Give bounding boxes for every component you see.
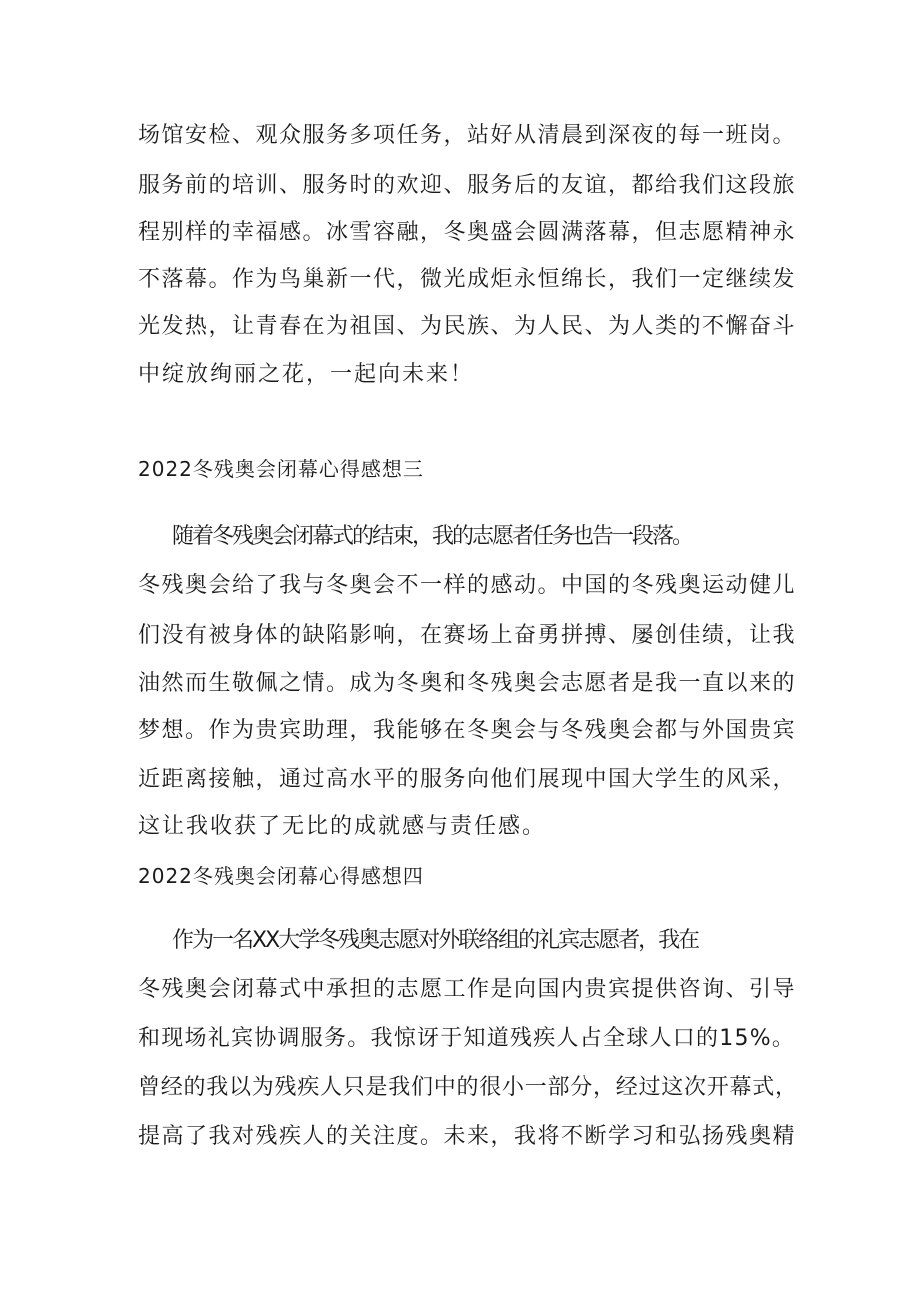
section-heading-four: 2022冬残奥会闭幕心得感想四: [138, 864, 424, 888]
paragraph-line: 随着冬残奥会闭幕式的结束，我的志愿者任务也告一段落。: [172, 524, 693, 549]
section-heading-three: 2022冬残奥会闭幕心得感想三: [138, 457, 424, 481]
paragraph-line: 和现场礼宾协调服务。我惊讶于知道残疾人占全球人口的15%。: [138, 1026, 796, 1051]
paragraph-line: 不落幕。作为鸟巢新一代，微光成炬永恒绵长，我们一定继续发: [138, 267, 797, 292]
paragraph-line: 作为一名XX大学冬残奥志愿对外联络组的礼宾志愿者，我在: [172, 928, 699, 953]
paragraph-line: 梦想。作为贵宾助理，我能够在冬奥会与冬残奥会都与外国贵宾: [138, 718, 797, 743]
paragraph-line: 程别样的幸福感。冰雪容融，冬奥盛会圆满落幕，但志愿精神永: [138, 220, 797, 245]
paragraph-line: 场馆安检、观众服务多项任务，站好从清晨到深夜的每一班岗。: [138, 123, 797, 148]
paragraph-line: 光发热，让青春在为祖国、为民族、为人民、为人类的不懈奋斗: [138, 314, 797, 339]
paragraph-line: 冬残奥会给了我与冬奥会不一样的感动。中国的冬残奥运动健儿: [138, 573, 797, 598]
paragraph-line: 这让我收获了无比的成就感与责任感。: [138, 814, 547, 839]
paragraph-line: 近距离接触，通过高水平的服务向他们展现中国大学生的风采，: [138, 767, 797, 792]
paragraph-line: 服务前的培训、服务时的欢迎、服务后的友谊，都给我们这段旅: [138, 173, 797, 198]
paragraph-line: 油然而生敬佩之情。成为冬奥和冬残奥会志愿者是我一直以来的: [138, 671, 797, 696]
paragraph-line: 曾经的我以为残疾人只是我们中的很小一部分，经过这次开幕式，: [138, 1075, 798, 1100]
paragraph-line: 冬残奥会闭幕式中承担的志愿工作是向国内贵宾提供咨询、引导: [138, 977, 797, 1002]
paragraph-line: 中绽放绚丽之花，一起向未来！: [138, 362, 475, 387]
paragraph-line: 们没有被身体的缺陷影响，在赛场上奋勇拼搏、屡创佳绩，让我: [138, 623, 797, 648]
paragraph-line: 提高了我对残疾人的关注度。未来，我将不断学习和弘扬残奥精: [138, 1124, 797, 1149]
